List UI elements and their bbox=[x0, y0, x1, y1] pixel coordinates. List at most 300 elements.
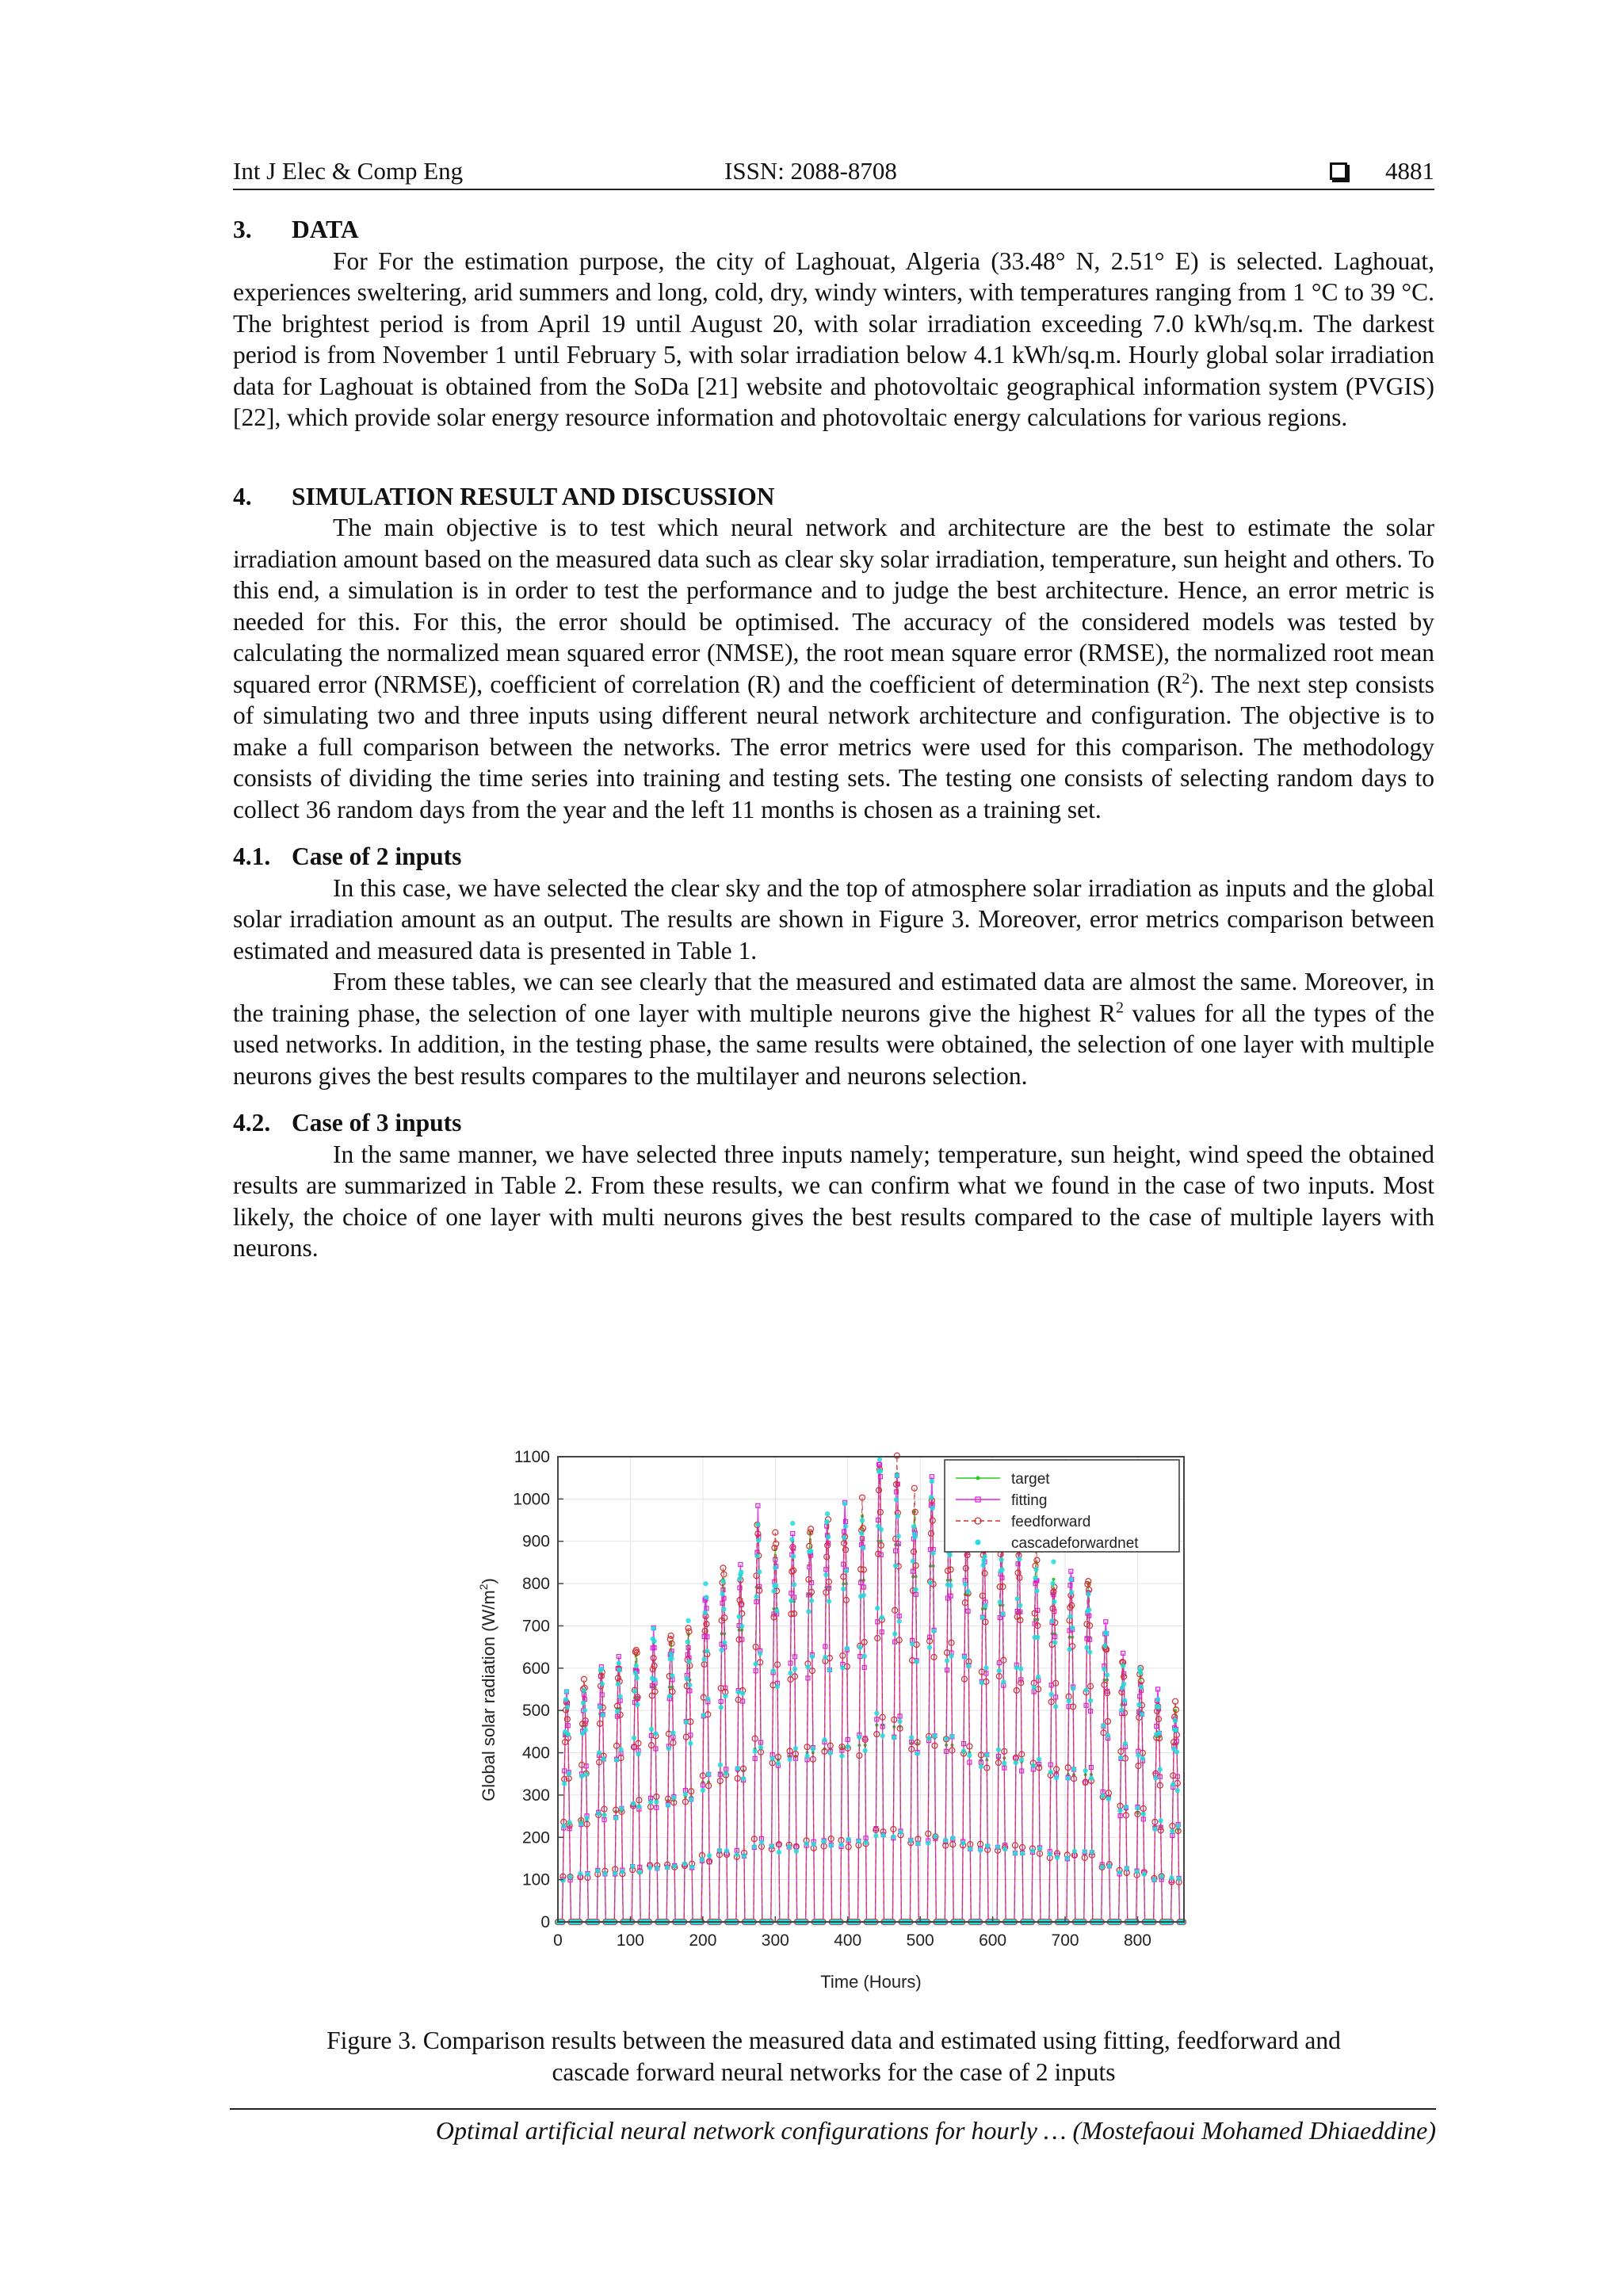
legend bbox=[945, 1460, 1179, 1552]
x-tick-label: 400 bbox=[834, 1931, 862, 1950]
point-cascadeforwardnet bbox=[718, 1763, 723, 1767]
point-cascadeforwardnet bbox=[1136, 1753, 1140, 1758]
point-cascadeforwardnet bbox=[724, 1771, 728, 1775]
point-cascadeforwardnet bbox=[846, 1836, 850, 1841]
point-cascadeforwardnet bbox=[651, 1638, 656, 1643]
point-cascadeforwardnet bbox=[1174, 1728, 1178, 1733]
point-cascadeforwardnet bbox=[809, 1599, 814, 1603]
point-cascadeforwardnet bbox=[1117, 1808, 1122, 1813]
point-cascadeforwardnet bbox=[600, 1713, 605, 1717]
point-cascadeforwardnet bbox=[756, 1538, 761, 1542]
page-number-group bbox=[1330, 157, 1434, 185]
point-cascadeforwardnet bbox=[1100, 1794, 1105, 1798]
point-cascadeforwardnet bbox=[947, 1553, 952, 1557]
point-cascadeforwardnet bbox=[579, 1774, 584, 1778]
figure-3 bbox=[471, 1442, 1200, 1997]
point-cascadeforwardnet bbox=[704, 1595, 708, 1599]
paragraph-data: For For the estimation purpose, the city of Laghouat, Algeria (33.48° N, 2.51° E) is selected. Laghouat, experiences sweltering, arid summers and long, cold, dry, windy winters, with temperatures ranging from 1 °C to 39 °C. The brightest period is from April 19 until August 20, with solar irradiation exceeding 7.0 kWh/sq.m. The darkest period is from November 1 until February 5, with solar irradiation below 4.1 kWh/sq.m. Hourly global solar irradiation data for Laghouat is obtained from the SoDa [21] website and photovoltaic geographical information system (PVGIS) [22], which provide solar energy resource information and photovoltaic energy calculations for various regions. bbox=[233, 246, 1434, 431]
point-cascadeforwardnet bbox=[595, 1869, 600, 1874]
point-cascadeforwardnet bbox=[670, 1673, 674, 1678]
point-cascadeforwardnet bbox=[596, 1811, 601, 1816]
point-cascadeforwardnet bbox=[614, 1757, 619, 1762]
point-cascadeforwardnet bbox=[893, 1563, 898, 1568]
point-cascadeforwardnet bbox=[1117, 1870, 1121, 1874]
point-cascadeforwardnet bbox=[823, 1572, 828, 1577]
point-cascadeforwardnet bbox=[770, 1668, 775, 1673]
y-tick-label: 1100 bbox=[514, 1448, 550, 1466]
point-cascadeforwardnet bbox=[841, 1587, 846, 1591]
point-cascadeforwardnet bbox=[873, 1833, 878, 1838]
point-cascadeforwardnet bbox=[1139, 1685, 1144, 1690]
point-cascadeforwardnet bbox=[896, 1618, 901, 1623]
point-cascadeforwardnet bbox=[878, 1469, 883, 1473]
point-cascadeforwardnet bbox=[1106, 1733, 1110, 1738]
point-cascadeforwardnet bbox=[752, 1844, 757, 1849]
point-cascadeforwardnet bbox=[739, 1569, 743, 1574]
y-tick-label: 0 bbox=[540, 1913, 550, 1931]
point-cascadeforwardnet bbox=[616, 1682, 621, 1687]
point-cascadeforwardnet bbox=[788, 1671, 792, 1675]
point-cascadeforwardnet bbox=[773, 1565, 777, 1570]
point-cascadeforwardnet bbox=[648, 1800, 653, 1805]
point-cascadeforwardnet bbox=[806, 1609, 811, 1614]
point-cascadeforwardnet bbox=[804, 1841, 808, 1846]
point-cascadeforwardnet bbox=[828, 1751, 833, 1755]
point-cascadeforwardnet bbox=[753, 1661, 758, 1666]
point-cascadeforwardnet bbox=[771, 1588, 776, 1593]
point-cascadeforwardnet bbox=[1124, 1805, 1128, 1809]
point-cascadeforwardnet bbox=[1035, 1635, 1040, 1640]
y-tick-label: 100 bbox=[521, 1870, 550, 1889]
point-cascadeforwardnet bbox=[980, 1680, 984, 1685]
point-cascadeforwardnet bbox=[565, 1705, 570, 1710]
point-cascadeforwardnet bbox=[995, 1844, 1000, 1849]
x-tick-label: 800 bbox=[1123, 1931, 1152, 1950]
point-cascadeforwardnet bbox=[615, 1709, 620, 1713]
point-cascadeforwardnet bbox=[683, 1792, 688, 1797]
point-cascadeforwardnet bbox=[581, 1700, 586, 1705]
point-cascadeforwardnet bbox=[968, 1847, 972, 1851]
x-tick-label: 500 bbox=[906, 1931, 934, 1950]
section-heading-data: 3. DATA bbox=[233, 216, 359, 243]
point-cascadeforwardnet bbox=[652, 1677, 657, 1682]
point-cascadeforwardnet bbox=[601, 1813, 606, 1817]
point-cascadeforwardnet bbox=[1102, 1667, 1106, 1671]
point-cascadeforwardnet bbox=[1101, 1723, 1106, 1728]
point-cascadeforwardnet bbox=[597, 1750, 601, 1755]
point-cascadeforwardnet bbox=[978, 1847, 983, 1852]
point-cascadeforwardnet bbox=[945, 1658, 949, 1663]
point-cascadeforwardnet bbox=[655, 1866, 659, 1870]
point-cascadeforwardnet bbox=[1151, 1877, 1156, 1881]
point-cascadeforwardnet bbox=[617, 1660, 621, 1665]
point-cascadeforwardnet bbox=[962, 1655, 967, 1660]
point-cascadeforwardnet bbox=[914, 1659, 918, 1664]
legend-marker-target bbox=[976, 1477, 980, 1480]
legend-label-feedforward: feedforward bbox=[1011, 1514, 1091, 1530]
point-cascadeforwardnet bbox=[966, 1664, 971, 1668]
point-cascadeforwardnet bbox=[1037, 1757, 1041, 1762]
point-cascadeforwardnet bbox=[1134, 1869, 1139, 1874]
point-cascadeforwardnet bbox=[602, 1871, 607, 1876]
point-cascadeforwardnet bbox=[647, 1866, 652, 1870]
y-tick-label: 700 bbox=[521, 1617, 550, 1636]
point-cascadeforwardnet bbox=[1014, 1760, 1018, 1765]
point-cascadeforwardnet bbox=[915, 1841, 920, 1846]
point-cascadeforwardnet bbox=[857, 1645, 862, 1649]
point-cascadeforwardnet bbox=[811, 1746, 815, 1751]
point-cascadeforwardnet bbox=[1036, 1675, 1041, 1679]
point-cascadeforwardnet bbox=[791, 1554, 796, 1559]
point-cascadeforwardnet bbox=[808, 1549, 813, 1553]
point-cascadeforwardnet bbox=[1170, 1828, 1174, 1833]
point-cascadeforwardnet bbox=[930, 1551, 935, 1556]
point-cascadeforwardnet bbox=[998, 1599, 1002, 1604]
point-cascadeforwardnet bbox=[701, 1657, 706, 1662]
point-cascadeforwardnet bbox=[926, 1840, 930, 1845]
point-cascadeforwardnet bbox=[706, 1771, 711, 1776]
point-cascadeforwardnet bbox=[1099, 1865, 1104, 1870]
point-cascadeforwardnet bbox=[862, 1654, 867, 1659]
point-cascadeforwardnet bbox=[1052, 1599, 1056, 1604]
point-cascadeforwardnet bbox=[842, 1501, 847, 1506]
point-cascadeforwardnet bbox=[1013, 1851, 1018, 1855]
point-cascadeforwardnet bbox=[892, 1631, 897, 1636]
point-cascadeforwardnet bbox=[812, 1842, 816, 1847]
point-cascadeforwardnet bbox=[1105, 1672, 1109, 1677]
point-cascadeforwardnet bbox=[666, 1803, 670, 1808]
point-cascadeforwardnet bbox=[927, 1645, 932, 1649]
point-cascadeforwardnet bbox=[687, 1683, 692, 1687]
point-cascadeforwardnet bbox=[1086, 1591, 1090, 1596]
point-cascadeforwardnet bbox=[585, 1872, 590, 1877]
y-tick-label: 600 bbox=[521, 1659, 550, 1678]
point-cascadeforwardnet bbox=[758, 1744, 763, 1749]
point-cascadeforwardnet bbox=[1090, 1850, 1094, 1855]
point-cascadeforwardnet bbox=[600, 1681, 605, 1686]
point-cascadeforwardnet bbox=[682, 1861, 687, 1866]
point-cascadeforwardnet bbox=[804, 1754, 809, 1759]
point-cascadeforwardnet bbox=[618, 1747, 623, 1752]
point-cascadeforwardnet bbox=[1118, 1755, 1123, 1760]
point-cascadeforwardnet bbox=[613, 1816, 618, 1820]
point-cascadeforwardnet bbox=[825, 1511, 830, 1516]
point-cascadeforwardnet bbox=[1071, 1686, 1075, 1690]
point-cascadeforwardnet bbox=[564, 1689, 569, 1694]
point-cascadeforwardnet bbox=[983, 1665, 988, 1670]
x-tick-label: 100 bbox=[616, 1931, 644, 1950]
point-cascadeforwardnet bbox=[773, 1583, 778, 1587]
point-cascadeforwardnet bbox=[689, 1864, 694, 1869]
y-tick-label: 300 bbox=[521, 1786, 550, 1805]
point-cascadeforwardnet bbox=[567, 1820, 571, 1824]
point-cascadeforwardnet bbox=[1014, 1596, 1019, 1601]
point-cascadeforwardnet bbox=[910, 1641, 915, 1646]
point-cascadeforwardnet bbox=[908, 1838, 913, 1843]
point-cascadeforwardnet bbox=[634, 1664, 639, 1668]
point-cascadeforwardnet bbox=[1083, 1849, 1087, 1854]
running-footer: Optimal artificial neural network configurations for hourly … (Mostefaoui Mohamed Dhiaeddine) bbox=[230, 2108, 1436, 2145]
paragraph-results: The main objective is to test which neural network and architecture are the best to estimate the solar irradiation amount based on the measured data such as clear sky solar irradiation, temperature, sun height and others. To this end, a simulation is in order to test the performance and to judge the best architecture. Hence, an error metric is needed for this. For this, the error should be optimised. The accuracy of the considered models was tested by calculating the normalized mean squared error (NMSE), the root mean square error (RMSE), the normalized root mean squared error (NRMSE), coefficient of correlation (R) and the coefficient of determination $(R^2)$. The next step consists of simulating two and three inputs using different neural network architecture and configuration. The objective is to make a full comparison between the networks. The error metrics were used for this comparison. The methodology consists of dividing the time series into training and testing sets. The testing one consists of selecting random days to collect 36 random days from the year and the left 11 months is chosen as a training set. bbox=[233, 514, 1434, 823]
point-cascadeforwardnet bbox=[932, 1733, 937, 1738]
point-cascadeforwardnet bbox=[601, 1756, 605, 1761]
paragraph-case3: In the same manner, we have selected three inputs namely; temperature, sun height, wind speed the obtained results are summarized in Table 2. From these results, we can confirm what we found in the case of two inputs. Most likely, the choice of one layer with multi neurons gives the best results compared to the case of multiple layers with neurons. bbox=[233, 1140, 1434, 1262]
point-cascadeforwardnet bbox=[1002, 1761, 1006, 1766]
point-cascadeforwardnet bbox=[737, 1576, 742, 1581]
point-cascadeforwardnet bbox=[913, 1587, 918, 1591]
point-cascadeforwardnet bbox=[894, 1497, 899, 1502]
point-cascadeforwardnet bbox=[670, 1730, 675, 1735]
point-cascadeforwardnet bbox=[1069, 1590, 1074, 1595]
point-cascadeforwardnet bbox=[567, 1771, 571, 1776]
point-cascadeforwardnet bbox=[982, 1554, 987, 1559]
subsection-heading-case2: 4.1. Case of 2 inputs bbox=[233, 842, 462, 870]
point-cascadeforwardnet bbox=[560, 1878, 565, 1882]
point-cascadeforwardnet bbox=[1031, 1763, 1036, 1768]
point-cascadeforwardnet bbox=[620, 1869, 624, 1874]
point-cascadeforwardnet bbox=[911, 1524, 916, 1529]
page-number: 4881 bbox=[1385, 157, 1434, 185]
point-cascadeforwardnet bbox=[1067, 1647, 1071, 1652]
point-cascadeforwardnet bbox=[1033, 1576, 1037, 1580]
point-cascadeforwardnet bbox=[1053, 1704, 1058, 1709]
point-cascadeforwardnet bbox=[1070, 1626, 1075, 1630]
point-cascadeforwardnet bbox=[1068, 1577, 1073, 1582]
point-cascadeforwardnet bbox=[898, 1830, 903, 1835]
point-cascadeforwardnet bbox=[720, 1579, 725, 1584]
point-cascadeforwardnet bbox=[724, 1848, 729, 1853]
point-cascadeforwardnet bbox=[1142, 1872, 1147, 1877]
point-cascadeforwardnet bbox=[827, 1599, 831, 1603]
point-cascadeforwardnet bbox=[948, 1583, 953, 1587]
legend-label-target: target bbox=[1011, 1471, 1050, 1488]
point-cascadeforwardnet bbox=[997, 1668, 1002, 1673]
point-cascadeforwardnet bbox=[1014, 1665, 1019, 1670]
point-cascadeforwardnet bbox=[769, 1843, 774, 1848]
point-cascadeforwardnet bbox=[669, 1656, 674, 1660]
point-cascadeforwardnet bbox=[1087, 1649, 1092, 1654]
point-cascadeforwardnet bbox=[753, 1749, 758, 1754]
point-cascadeforwardnet bbox=[688, 1741, 693, 1746]
point-cascadeforwardnet bbox=[1065, 1855, 1070, 1860]
legend-marker-cascadeforwardnet bbox=[976, 1540, 981, 1545]
point-cascadeforwardnet bbox=[636, 1804, 641, 1809]
point-cascadeforwardnet bbox=[1083, 1687, 1088, 1692]
point-cascadeforwardnet bbox=[632, 1689, 637, 1694]
point-cascadeforwardnet bbox=[913, 1534, 918, 1539]
point-cascadeforwardnet bbox=[754, 1594, 758, 1599]
point-cascadeforwardnet bbox=[686, 1659, 691, 1664]
point-cascadeforwardnet bbox=[874, 1711, 879, 1716]
point-cascadeforwardnet bbox=[980, 1615, 985, 1620]
point-cascadeforwardnet bbox=[701, 1713, 706, 1717]
y-tick-label: 200 bbox=[521, 1828, 550, 1847]
point-cascadeforwardnet bbox=[860, 1518, 865, 1522]
point-cascadeforwardnet bbox=[823, 1655, 827, 1660]
point-cascadeforwardnet bbox=[776, 1761, 781, 1766]
point-cascadeforwardnet bbox=[1086, 1607, 1091, 1612]
point-cascadeforwardnet bbox=[1138, 1670, 1143, 1675]
point-cascadeforwardnet bbox=[1170, 1782, 1175, 1786]
point-cascadeforwardnet bbox=[562, 1781, 567, 1786]
point-cascadeforwardnet bbox=[631, 1801, 636, 1805]
point-cascadeforwardnet bbox=[967, 1753, 972, 1758]
x-tick-label: 600 bbox=[979, 1931, 1007, 1950]
point-cascadeforwardnet bbox=[742, 1853, 747, 1858]
point-cascadeforwardnet bbox=[983, 1603, 987, 1608]
point-cascadeforwardnet bbox=[1104, 1631, 1109, 1636]
point-cascadeforwardnet bbox=[794, 1848, 799, 1853]
point-cascadeforwardnet bbox=[896, 1514, 900, 1519]
point-cascadeforwardnet bbox=[1066, 1698, 1071, 1703]
point-cascadeforwardnet bbox=[1175, 1788, 1180, 1793]
point-cascadeforwardnet bbox=[862, 1748, 867, 1753]
point-cascadeforwardnet bbox=[1052, 1640, 1057, 1645]
point-cascadeforwardnet bbox=[774, 1608, 779, 1613]
point-cascadeforwardnet bbox=[1037, 1846, 1042, 1851]
point-cascadeforwardnet bbox=[1017, 1557, 1022, 1561]
point-cascadeforwardnet bbox=[1001, 1679, 1006, 1684]
point-cascadeforwardnet bbox=[944, 1736, 949, 1741]
point-cascadeforwardnet bbox=[637, 1870, 642, 1874]
point-cascadeforwardnet bbox=[1033, 1567, 1038, 1572]
point-cascadeforwardnet bbox=[996, 1748, 1001, 1752]
point-cascadeforwardnet bbox=[633, 1671, 638, 1675]
point-cascadeforwardnet bbox=[672, 1863, 677, 1868]
point-cascadeforwardnet bbox=[759, 1839, 764, 1844]
point-cascadeforwardnet bbox=[685, 1639, 689, 1644]
point-cascadeforwardnet bbox=[824, 1519, 829, 1524]
legend-label-fitting: fitting bbox=[1011, 1492, 1048, 1509]
point-cascadeforwardnet bbox=[654, 1800, 659, 1805]
point-cascadeforwardnet bbox=[1048, 1770, 1053, 1775]
point-cascadeforwardnet bbox=[665, 1865, 670, 1870]
point-cascadeforwardnet bbox=[1169, 1875, 1174, 1880]
point-cascadeforwardnet bbox=[685, 1618, 690, 1623]
point-cascadeforwardnet bbox=[915, 1751, 919, 1755]
point-cascadeforwardnet bbox=[1125, 1866, 1129, 1870]
point-cascadeforwardnet bbox=[926, 1736, 931, 1740]
paragraph-case2-1: In this case, we have selected the clear sky and the top of atmosphere solar irradiation as inputs and the global solar irradiation amount as an output. The results are shown in Figure 3. Moreover, error metrics comparison between estimated and measured data is presented in Table 1. bbox=[233, 873, 1434, 965]
point-cascadeforwardnet bbox=[1106, 1797, 1111, 1801]
point-cascadeforwardnet bbox=[790, 1521, 795, 1526]
y-tick-label: 500 bbox=[521, 1702, 550, 1721]
point-target bbox=[1052, 1578, 1055, 1581]
point-cascadeforwardnet bbox=[863, 1840, 868, 1845]
figure-caption: Figure 3. Comparison results between the measured data and estimated using fitting, feedforward and cascade forward neural networks for the case of 2 inputs bbox=[327, 2027, 1341, 2086]
point-cascadeforwardnet bbox=[735, 1766, 740, 1771]
point-cascadeforwardnet bbox=[845, 1646, 850, 1651]
point-cascadeforwardnet bbox=[701, 1788, 705, 1793]
point-cascadeforwardnet bbox=[840, 1665, 845, 1670]
point-cascadeforwardnet bbox=[578, 1871, 582, 1876]
point-cascadeforwardnet bbox=[702, 1610, 707, 1615]
point-cascadeforwardnet bbox=[999, 1557, 1003, 1562]
point-cascadeforwardnet bbox=[635, 1702, 640, 1707]
point-cascadeforwardnet bbox=[1019, 1757, 1024, 1762]
point-cascadeforwardnet bbox=[1054, 1775, 1059, 1780]
point-cascadeforwardnet bbox=[630, 1864, 635, 1869]
point-cascadeforwardnet bbox=[1049, 1618, 1054, 1623]
point-cascadeforwardnet bbox=[896, 1534, 901, 1538]
point-cascadeforwardnet bbox=[838, 1842, 843, 1847]
point-cascadeforwardnet bbox=[1158, 1767, 1163, 1771]
point-cascadeforwardnet bbox=[880, 1833, 885, 1838]
square-bullet-icon bbox=[1330, 162, 1347, 180]
point-cascadeforwardnet bbox=[1030, 1848, 1035, 1853]
point-cascadeforwardnet bbox=[827, 1668, 832, 1672]
point-cascadeforwardnet bbox=[1121, 1664, 1125, 1668]
point-cascadeforwardnet bbox=[1136, 1702, 1141, 1707]
point-cascadeforwardnet bbox=[739, 1624, 744, 1629]
point-cascadeforwardnet bbox=[844, 1568, 849, 1573]
point-cascadeforwardnet bbox=[705, 1696, 710, 1701]
point-cascadeforwardnet bbox=[754, 1553, 759, 1558]
point-cascadeforwardnet bbox=[981, 1563, 986, 1568]
point-cascadeforwardnet bbox=[1072, 1849, 1077, 1854]
point-cascadeforwardnet bbox=[735, 1852, 739, 1857]
point-cascadeforwardnet bbox=[561, 1824, 566, 1828]
point-cascadeforwardnet bbox=[617, 1694, 622, 1698]
running-header bbox=[233, 157, 1434, 190]
x-tick-label: 200 bbox=[689, 1931, 717, 1950]
point-cascadeforwardnet bbox=[880, 1733, 884, 1738]
point-cascadeforwardnet bbox=[949, 1653, 953, 1658]
point-cascadeforwardnet bbox=[1135, 1805, 1140, 1810]
point-cascadeforwardnet bbox=[879, 1527, 884, 1532]
point-cascadeforwardnet bbox=[703, 1581, 708, 1586]
point-cascadeforwardnet bbox=[787, 1757, 792, 1762]
point-cascadeforwardnet bbox=[1032, 1685, 1037, 1690]
point-cascadeforwardnet bbox=[1051, 1559, 1056, 1564]
point-cascadeforwardnet bbox=[929, 1495, 934, 1499]
point-cascadeforwardnet bbox=[700, 1857, 705, 1862]
point-cascadeforwardnet bbox=[722, 1640, 727, 1645]
point-cascadeforwardnet bbox=[821, 1839, 826, 1843]
point-cascadeforwardnet bbox=[930, 1479, 934, 1484]
point-cascadeforwardnet bbox=[1175, 1824, 1180, 1828]
point-cascadeforwardnet bbox=[613, 1871, 617, 1876]
paragraph-case2-2: From these tables, we can see clearly that the measured and estimated data are almost the same. Moreover, in the training phase, the selection of one layer with multiple neurons give the highest $R^2$ values for all the types of the used networks. In addition, in the testing phase, the same results were obtained, the selection of one layer with multiple neurons gives the best results compares to the multilayer and neurons selection. bbox=[233, 968, 1434, 1090]
point-cascadeforwardnet bbox=[985, 1843, 990, 1848]
point-cascadeforwardnet bbox=[1159, 1818, 1163, 1823]
point-cascadeforwardnet bbox=[584, 1816, 589, 1820]
point-cascadeforwardnet bbox=[928, 1580, 933, 1585]
point-cascadeforwardnet bbox=[1153, 1775, 1158, 1780]
point-cascadeforwardnet bbox=[875, 1606, 880, 1610]
point-cascadeforwardnet bbox=[792, 1667, 797, 1671]
point-cascadeforwardnet bbox=[757, 1569, 762, 1574]
point-cascadeforwardnet bbox=[755, 1522, 760, 1526]
point-cascadeforwardnet bbox=[961, 1748, 966, 1753]
point-cascadeforwardnet bbox=[1156, 1705, 1161, 1710]
point-cascadeforwardnet bbox=[1159, 1874, 1163, 1879]
point-cascadeforwardnet bbox=[634, 1675, 639, 1680]
point-cascadeforwardnet bbox=[829, 1843, 834, 1848]
point-cascadeforwardnet bbox=[685, 1676, 689, 1681]
point-cascadeforwardnet bbox=[1002, 1847, 1007, 1851]
point-cascadeforwardnet bbox=[1048, 1851, 1052, 1856]
point-cascadeforwardnet bbox=[891, 1834, 896, 1839]
point-cascadeforwardnet bbox=[950, 1836, 955, 1840]
point-cascadeforwardnet bbox=[984, 1752, 989, 1757]
point-cascadeforwardnet bbox=[653, 1731, 658, 1736]
point-cascadeforwardnet bbox=[861, 1593, 866, 1598]
subsection-heading-case3: 4.2. Case of 3 inputs bbox=[233, 1109, 462, 1137]
point-cascadeforwardnet bbox=[822, 1737, 827, 1742]
point-cascadeforwardnet bbox=[1048, 1692, 1053, 1697]
point-cascadeforwardnet bbox=[717, 1847, 722, 1852]
